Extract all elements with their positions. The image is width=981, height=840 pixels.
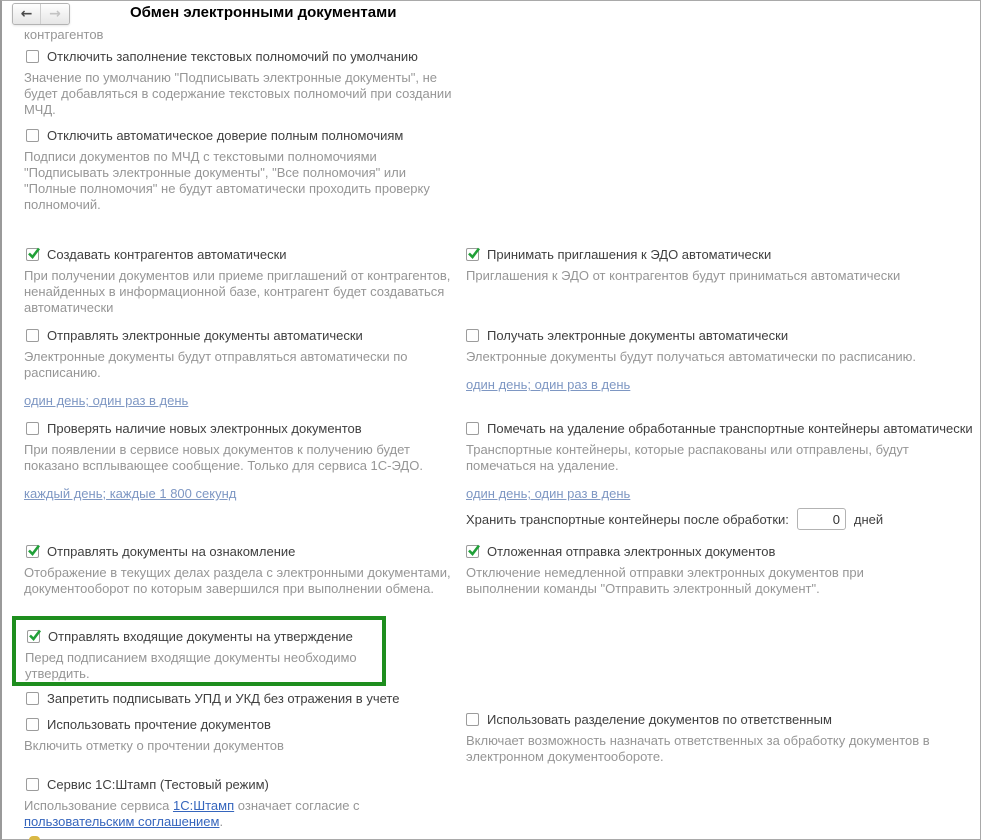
setting-check-new-documents [24, 421, 474, 503]
page-title: Обмен электронными документами [130, 4, 397, 21]
setting-description: При получении документов или приеме приглашений от контрагентов, ненайденных в информационной базе, контрагент будет создаваться автоматически [24, 268, 451, 315]
checkbox-label: Получать электронные документы автоматически [487, 328, 789, 343]
checkbox-box [466, 422, 479, 435]
checkbox-label: Запретить подписывать УПД и УКД без отражения в учете [47, 691, 400, 706]
setting-deferred-sending [466, 544, 981, 597]
forward-button[interactable] [41, 4, 69, 24]
setting-description: При появлении в сервисе новых документов к получению будет показано всплывающее сообщение. Только для сервиса 1С-ЭДО. [24, 442, 423, 473]
back-arrow-icon: ← [20, 6, 33, 22]
checkbox-label: Проверять наличие новых электронных документов [47, 421, 362, 436]
checkmark-icon [466, 543, 482, 558]
checkbox-label: Создавать контрагентов автоматически [47, 247, 287, 262]
checkbox-box [26, 545, 39, 558]
checkbox-receive-documents-auto[interactable] [466, 328, 981, 344]
checkbox-label: Использовать прочтение документов [47, 717, 271, 732]
checkbox-split-documents-by-responsible[interactable] [466, 712, 981, 728]
checkbox-label: Отправлять документы на ознакомление [47, 544, 296, 559]
checkbox-label: Помечать на удаление обработанные транспортные контейнеры автоматически [487, 421, 973, 436]
stamp-service-link[interactable]: 1С:Штамп [172, 798, 235, 813]
setting-description: Подписи документов по МЧД с текстовыми полномочиями "Подписывать электронные документы", "Все полномочия" или "Полные полномочия" не будут автоматически проходить проверку полномочий. [24, 149, 430, 212]
setting-split-documents-by-responsible [466, 712, 981, 765]
checkbox-accept-edo-invitations[interactable] [466, 247, 981, 263]
checkbox-mark-containers-for-deletion[interactable] [466, 421, 981, 437]
field-label: Хранить транспортные контейнеры после обработки: [466, 511, 789, 527]
checkbox-forbid-signing-upd-ukd[interactable] [26, 691, 474, 707]
setting-description: Электронные документы будут получаться автоматически по расписанию. [466, 349, 917, 364]
checkmark-icon [27, 628, 43, 643]
setting-create-counterparties [24, 247, 474, 316]
checkbox-box [26, 718, 39, 731]
checkbox-box [466, 713, 479, 726]
schedule-link[interactable]: один день; один раз в день [466, 377, 631, 392]
checkbox-label: Отправлять входящие документы на утверждение [48, 629, 353, 644]
schedule-link[interactable]: один день; один раз в день [466, 486, 631, 501]
setting-send-documents-auto [24, 328, 474, 410]
schedule-link[interactable]: один день; один раз в день [24, 393, 189, 408]
user-agreement-link[interactable]: пользовательским соглашением [24, 814, 220, 829]
checkbox-use-read-receipts[interactable] [26, 717, 474, 733]
setting-receive-documents-auto [466, 328, 981, 394]
setting-use-read-receipts [24, 717, 474, 754]
checkmark-icon [26, 246, 42, 261]
checkmark-icon [26, 543, 42, 558]
checkbox-check-new-documents[interactable] [26, 421, 474, 437]
checkbox-label: Отправлять электронные документы автоматически [47, 328, 363, 343]
setting-send-for-review [24, 544, 474, 597]
setting-forbid-signing-upd-ukd [24, 691, 474, 707]
schedule-link[interactable]: каждый день; каждые 1 800 секунд [24, 486, 237, 501]
setting-disable-default-text-powers [24, 49, 474, 118]
back-button[interactable] [13, 4, 41, 24]
setting-description: Значение по умолчанию "Подписывать электронные документы", не будет добавляться в содержание текстовых полномочий при создании МЧД. [24, 70, 452, 117]
forward-arrow-icon: → [49, 6, 61, 22]
clipped-description-top: контрагентов [24, 27, 104, 42]
setting-description [24, 798, 459, 830]
setting-description: Отключение немедленной отправки электронных документов при выполнении команды "Отправить электронный документ". [466, 565, 864, 596]
setting-mark-containers-for-deletion [466, 421, 981, 503]
checkbox-disable-default-text-powers[interactable] [26, 49, 474, 65]
checkbox-service-1c-stamp[interactable] [26, 777, 474, 793]
setting-description: Приглашения к ЭДО от контрагентов будут приниматься автоматически [466, 268, 901, 283]
clipped-yellow-icon [29, 836, 40, 840]
setting-store-containers-days [466, 508, 883, 530]
checkbox-deferred-sending[interactable] [466, 544, 981, 560]
checkbox-box [26, 248, 39, 261]
description-text: . [219, 814, 224, 829]
setting-accept-edo-invitations [466, 247, 981, 284]
checkbox-box [466, 248, 479, 261]
setting-service-1c-stamp [24, 777, 474, 830]
checkbox-label: Отключить автоматическое доверие полным полномочиям [47, 128, 404, 143]
checkbox-box [26, 50, 39, 63]
setting-description: Перед подписанием входящие документы необходимо утвердить. [25, 650, 357, 681]
checkbox-box [27, 630, 40, 643]
setting-disable-auto-trust [24, 128, 474, 213]
setting-description: Включить отметку о прочтении документов [24, 738, 284, 753]
checkbox-box [26, 422, 39, 435]
checkbox-box [26, 129, 39, 142]
setting-description: Включает возможность назначать ответственных за обработку документов в электронном документообороте. [466, 733, 930, 764]
checkbox-send-for-review[interactable] [26, 544, 474, 560]
checkbox-label: Использовать разделение документов по ответственным [487, 712, 832, 727]
highlighted-setting-send-incoming-for-approval [12, 616, 386, 686]
checkbox-send-incoming-for-approval[interactable] [27, 629, 376, 645]
checkbox-box [466, 329, 479, 342]
checkbox-box [26, 778, 39, 791]
checkbox-box [26, 692, 39, 705]
setting-description: Отображение в текущих делах раздела с электронными документами, документооборот по которым завершился при выполнении обмена. [24, 565, 451, 596]
checkmark-icon [466, 246, 482, 261]
days-input[interactable] [797, 508, 846, 530]
setting-description: Транспортные контейнеры, которые распакованы или отправлены, будут помечаться на удаление. [466, 442, 909, 473]
checkbox-send-documents-auto[interactable] [26, 328, 474, 344]
setting-description: Электронные документы будут отправляться автоматически по расписанию. [24, 349, 408, 380]
field-suffix: дней [853, 511, 884, 527]
description-text: Использование сервиса [24, 798, 173, 813]
checkbox-box [26, 329, 39, 342]
checkbox-label: Сервис 1С:Штамп (Тестовый режим) [47, 777, 269, 792]
checkbox-disable-auto-trust[interactable] [26, 128, 474, 144]
checkbox-label: Принимать приглашения к ЭДО автоматически [487, 247, 772, 262]
description-text: означает согласие с [234, 798, 360, 813]
checkbox-box [466, 545, 479, 558]
checkbox-label: Отложенная отправка электронных документов [487, 544, 776, 559]
checkbox-create-counterparties[interactable] [26, 247, 474, 263]
checkbox-label: Отключить заполнение текстовых полномочий по умолчанию [47, 49, 418, 64]
history-nav [12, 3, 70, 25]
